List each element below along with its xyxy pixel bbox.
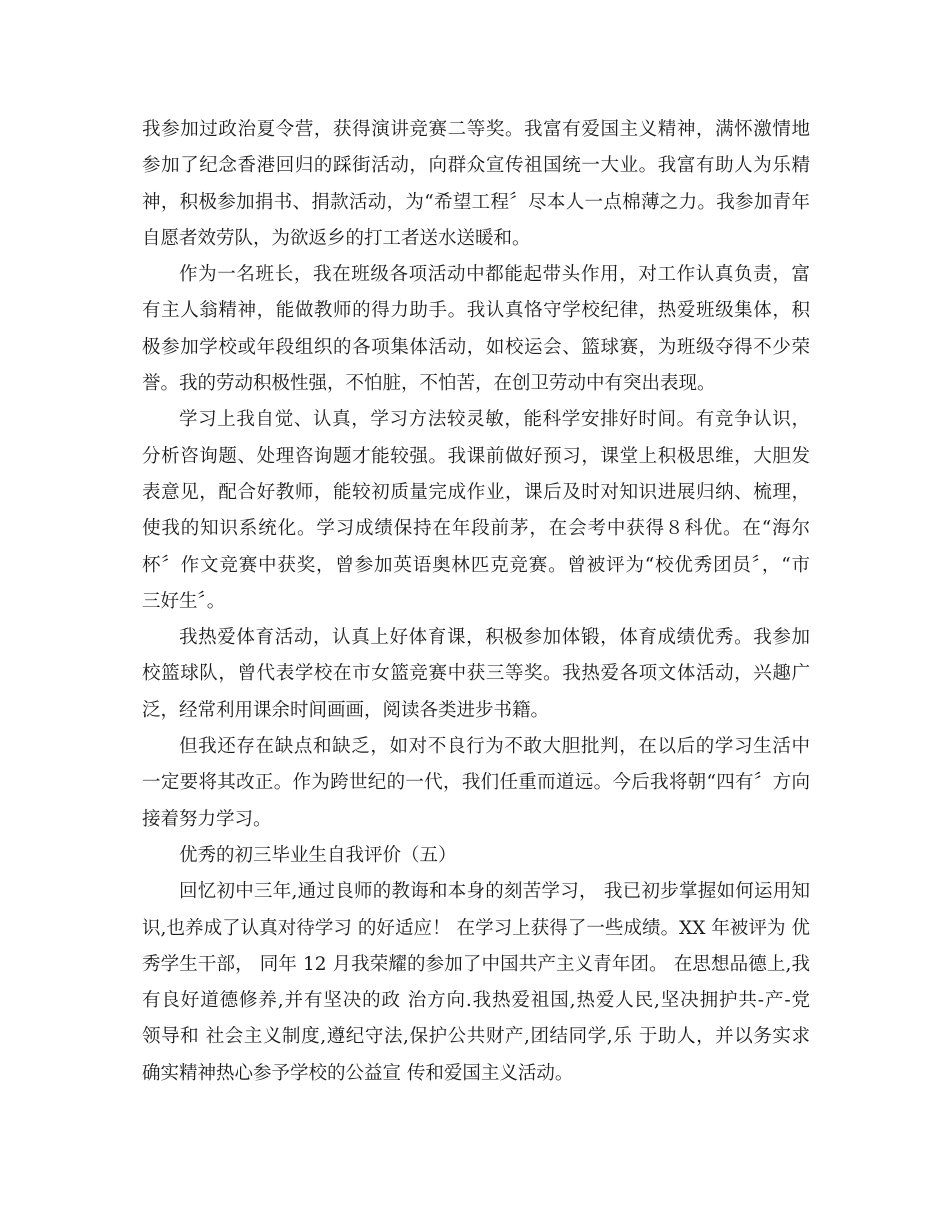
paragraph-line: 我参加过政治夏令营，获得演讲竞赛二等奖。我富有爱国主义精神，满怀激情地 <box>142 119 810 140</box>
paragraph-line: 学习上我自觉、认真，学习方法较灵敏，能科学安排好时间。有竞争认识， <box>179 409 810 431</box>
paragraph-line: 三好生〞。 <box>142 590 226 612</box>
paragraph-line: 杯〞作文竞赛中获奖，曾参加英语奥林匹克竞赛。曾被评为“校优秀团员〞，“市 <box>142 554 810 576</box>
paragraph-line: 一定要将其改正。作为跨世纪的一代，我们任重而道远。今后我将朝“四有〞方向 <box>142 772 810 794</box>
paragraph-line: 识,也养成了认真对待学习 的好适应！ 在学习上获得了一些成绩。XX 年被评为 优 <box>142 917 810 939</box>
paragraph-line: 使我的知识系统化。学习成绩保持在年段前茅，在会考中获得８科优。在“海尔 <box>142 518 810 540</box>
paragraph-line: 誉。我的劳动积极性强，不怕脏，不怕苦，在创卫劳动中有突出表现。 <box>142 373 716 395</box>
paragraph-line: 作为一名班长，我在班级各项活动中都能起带头作用，对工作认真负责，富 <box>179 264 810 286</box>
paragraph-line: 参加了纪念香港回归的踩街活动，向群众宣传祖国统一大业。我富有助人为乐精 <box>142 155 810 177</box>
paragraph-line: 我热爱体育活动，认真上好体育课，积极参加体锻，体育成绩优秀。我参加 <box>179 627 810 649</box>
paragraph-line: 自愿者效劳队，为欲返乡的打工者送水送暖和。 <box>142 227 531 249</box>
paragraph-line: 回忆初中三年,通过良师的教诲和本身的刻苦学习， 我已初步掌握如何运用知 <box>179 881 810 903</box>
paragraph-line: 接着努力学习。 <box>142 808 272 830</box>
paragraph-line: 领导和 社会主义制度,遵纪守法,保护公共财产,团结同学,乐 于助人，并以务实求 <box>142 1026 810 1048</box>
section-heading: 优秀的初三毕业生自我评价（五） <box>179 844 457 866</box>
document-body <box>142 112 810 1092</box>
paragraph-line: 秀学生干部， 同年 12 月我荣耀的参加了中国共产主义青年团。 在思想品德上,我 <box>142 953 810 975</box>
paragraph-line: 有主人翁精神，能做教师的得力助手。我认真恪守学校纪律，热爱班级集体，积 <box>142 300 810 322</box>
paragraph-line: 有良好道德修养,并有坚决的政 治方向.我热爱祖国,热爱人民,坚决拥护共-产-党 <box>142 990 810 1012</box>
paragraph-line: 表意见，配合好教师，能较初质量完成作业，课后及时对知识进展归纳、梳理， <box>142 481 810 503</box>
paragraph-line: 校篮球队，曾代表学校在市女篮竞赛中获三等奖。我热爱各项文体活动，兴趣广 <box>142 663 810 685</box>
paragraph-line: 确实精神热心参予学校的公益宣 传和爱国主义活动。 <box>142 1062 574 1084</box>
paragraph-line: 神，积极参加捐书、捐款活动，为“希望工程〞尽本人一点棉薄之力。我参加青年 <box>142 191 810 213</box>
paragraph-line: 分析咨询题、处理咨询题才能较强。我课前做好预习，课堂上积极思维，大胆发 <box>142 445 810 467</box>
paragraph-line: 极参加学校或年段组织的各项集体活动，如校运会、篮球赛，为班级夺得不少荣 <box>142 336 810 358</box>
paragraph-line: 泛，经常利用课余时间画画，阅读各类进步书籍。 <box>142 699 550 721</box>
paragraph-line: 但我还存在缺点和缺乏，如对不良行为不敢大胆批判，在以后的学习生活中 <box>179 736 810 758</box>
